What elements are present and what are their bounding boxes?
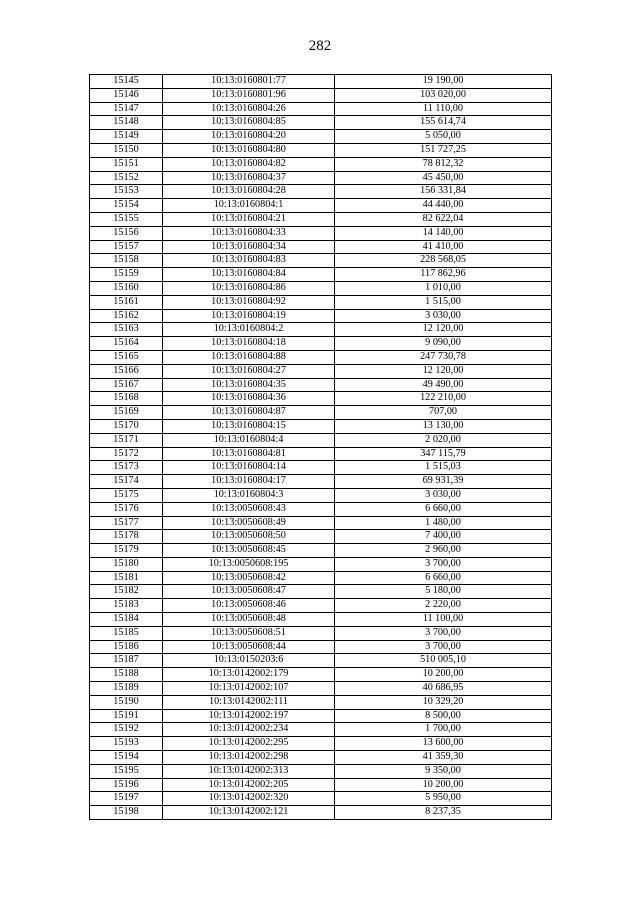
table-row <box>90 130 552 144</box>
table-row <box>90 240 552 254</box>
row-number-cell: 15146 <box>90 88 163 102</box>
table-row <box>90 475 552 489</box>
cadastral-number-cell: 10:13:0050608:46 <box>163 599 335 613</box>
amount-cell: 41 410,00 <box>335 240 552 254</box>
table-row <box>90 392 552 406</box>
amount-cell: 707,00 <box>335 406 552 420</box>
table-row <box>90 571 552 585</box>
row-number-cell: 15152 <box>90 171 163 185</box>
row-number-cell: 15162 <box>90 309 163 323</box>
cadastral-number-cell: 10:13:0160804:84 <box>163 268 335 282</box>
cadastral-number-cell: 10:13:0050608:42 <box>163 571 335 585</box>
row-number-cell: 15150 <box>90 143 163 157</box>
amount-cell: 9 090,00 <box>335 337 552 351</box>
row-number-cell: 15173 <box>90 461 163 475</box>
cadastral-number-cell: 10:13:0142002:107 <box>163 682 335 696</box>
cadastral-number-cell: 10:13:0160804:37 <box>163 171 335 185</box>
cadastral-number-cell: 10:13:0160801:96 <box>163 88 335 102</box>
cadastral-number-cell: 10:13:0142002:320 <box>163 792 335 806</box>
amount-cell: 228 568,05 <box>335 254 552 268</box>
table-row <box>90 806 552 820</box>
table-row <box>90 516 552 530</box>
row-number-cell: 15158 <box>90 254 163 268</box>
table-row <box>90 447 552 461</box>
cadastral-number-cell: 10:13:0160804:1 <box>163 199 335 213</box>
cadastral-number-cell: 10:13:0160804:3 <box>163 488 335 502</box>
row-number-cell: 15169 <box>90 406 163 420</box>
amount-cell: 11 110,00 <box>335 102 552 116</box>
amount-cell: 9 350,00 <box>335 764 552 778</box>
row-number-cell: 15181 <box>90 571 163 585</box>
cadastral-number-cell: 10:13:0160804:85 <box>163 116 335 130</box>
cadastral-number-cell: 10:13:0160804:2 <box>163 323 335 337</box>
cadastral-number-cell: 10:13:0142002:298 <box>163 751 335 765</box>
table-row <box>90 378 552 392</box>
cadastral-number-cell: 10:13:0160804:28 <box>163 185 335 199</box>
amount-cell: 11 100,00 <box>335 613 552 627</box>
row-number-cell: 15194 <box>90 751 163 765</box>
amount-cell: 156 331,84 <box>335 185 552 199</box>
row-number-cell: 15192 <box>90 723 163 737</box>
amount-cell: 3 700,00 <box>335 626 552 640</box>
table-row <box>90 709 552 723</box>
table-row <box>90 668 552 682</box>
amount-cell: 7 400,00 <box>335 530 552 544</box>
row-number-cell: 15160 <box>90 281 163 295</box>
table-row <box>90 116 552 130</box>
row-number-cell: 15148 <box>90 116 163 130</box>
cadastral-number-cell: 10:13:0050608:195 <box>163 557 335 571</box>
table-row <box>90 792 552 806</box>
table-row <box>90 488 552 502</box>
cadastral-number-cell: 10:13:0050608:43 <box>163 502 335 516</box>
amount-cell: 12 120,00 <box>335 364 552 378</box>
table-row <box>90 433 552 447</box>
amount-cell: 5 950,00 <box>335 792 552 806</box>
row-number-cell: 15145 <box>90 75 163 89</box>
cadastral-number-cell: 10:13:0160804:21 <box>163 212 335 226</box>
amount-cell: 5 050,00 <box>335 130 552 144</box>
table-row <box>90 544 552 558</box>
cadastral-number-cell: 10:13:0160804:81 <box>163 447 335 461</box>
table-row <box>90 723 552 737</box>
amount-cell: 247 730,78 <box>335 350 552 364</box>
cadastral-number-cell: 10:13:0160804:83 <box>163 254 335 268</box>
table-row <box>90 654 552 668</box>
row-number-cell: 15175 <box>90 488 163 502</box>
row-number-cell: 15167 <box>90 378 163 392</box>
amount-cell: 155 614,74 <box>335 116 552 130</box>
page-number: 282 <box>308 38 332 54</box>
table-row <box>90 626 552 640</box>
row-number-cell: 15172 <box>90 447 163 461</box>
amount-cell: 3 030,00 <box>335 488 552 502</box>
table-row <box>90 88 552 102</box>
cadastral-number-cell: 10:13:0050608:48 <box>163 613 335 627</box>
cadastral-number-cell: 10:13:0160804:27 <box>163 364 335 378</box>
amount-cell: 2 960,00 <box>335 544 552 558</box>
row-number-cell: 15180 <box>90 557 163 571</box>
cadastral-number-cell: 10:13:0160804:15 <box>163 419 335 433</box>
row-number-cell: 15151 <box>90 157 163 171</box>
cadastral-number-cell: 10:13:0160804:26 <box>163 102 335 116</box>
amount-cell: 6 660,00 <box>335 571 552 585</box>
row-number-cell: 15157 <box>90 240 163 254</box>
row-number-cell: 15185 <box>90 626 163 640</box>
amount-cell: 1 010,00 <box>335 281 552 295</box>
row-number-cell: 15163 <box>90 323 163 337</box>
table-row <box>90 502 552 516</box>
cadastral-number-cell: 10:13:0050608:50 <box>163 530 335 544</box>
row-number-cell: 15179 <box>90 544 163 558</box>
row-number-cell: 15166 <box>90 364 163 378</box>
row-number-cell: 15174 <box>90 475 163 489</box>
cadastral-number-cell: 10:13:0160804:4 <box>163 433 335 447</box>
table-row <box>90 75 552 89</box>
amount-cell: 41 359,30 <box>335 751 552 765</box>
amount-cell: 3 030,00 <box>335 309 552 323</box>
table-row <box>90 102 552 116</box>
amount-cell: 8 237,35 <box>335 806 552 820</box>
table-row <box>90 461 552 475</box>
table-row <box>90 226 552 240</box>
row-number-cell: 15154 <box>90 199 163 213</box>
table-row <box>90 599 552 613</box>
amount-cell: 19 190,00 <box>335 75 552 89</box>
table-row <box>90 295 552 309</box>
cadastral-number-cell: 10:13:0050608:51 <box>163 626 335 640</box>
amount-cell: 1 515,00 <box>335 295 552 309</box>
row-number-cell: 15149 <box>90 130 163 144</box>
amount-cell: 2 020,00 <box>335 433 552 447</box>
table-row <box>90 737 552 751</box>
cadastral-number-cell: 10:13:0142002:295 <box>163 737 335 751</box>
amount-cell: 44 440,00 <box>335 199 552 213</box>
cadastral-number-cell: 10:13:0142002:205 <box>163 778 335 792</box>
table-row <box>90 254 552 268</box>
cadastral-number-cell: 10:13:0160804:86 <box>163 281 335 295</box>
row-number-cell: 15184 <box>90 613 163 627</box>
row-number-cell: 15177 <box>90 516 163 530</box>
amount-cell: 3 700,00 <box>335 557 552 571</box>
row-number-cell: 15182 <box>90 585 163 599</box>
cadastral-number-cell: 10:13:0160804:82 <box>163 157 335 171</box>
amount-cell: 347 115,79 <box>335 447 552 461</box>
cadastral-number-cell: 10:13:0150203:6 <box>163 654 335 668</box>
table-body <box>90 75 552 820</box>
table-row <box>90 695 552 709</box>
row-number-cell: 15171 <box>90 433 163 447</box>
cadastral-number-cell: 10:13:0142002:313 <box>163 764 335 778</box>
cadastral-number-cell: 10:13:0160804:20 <box>163 130 335 144</box>
cadastral-number-cell: 10:13:0160804:36 <box>163 392 335 406</box>
cadastral-number-cell: 10:13:0160804:18 <box>163 337 335 351</box>
table-row <box>90 557 552 571</box>
amount-cell: 6 660,00 <box>335 502 552 516</box>
cadastral-number-cell: 10:13:0160804:87 <box>163 406 335 420</box>
amount-cell: 151 727,25 <box>335 143 552 157</box>
cadastral-number-cell: 10:13:0160801:77 <box>163 75 335 89</box>
table-row <box>90 199 552 213</box>
amount-cell: 103 020,00 <box>335 88 552 102</box>
table-row <box>90 268 552 282</box>
cadastral-number-cell: 10:13:0050608:47 <box>163 585 335 599</box>
data-table <box>89 74 552 820</box>
table-row <box>90 171 552 185</box>
amount-cell: 117 862,96 <box>335 268 552 282</box>
row-number-cell: 15161 <box>90 295 163 309</box>
row-number-cell: 15147 <box>90 102 163 116</box>
row-number-cell: 15198 <box>90 806 163 820</box>
row-number-cell: 15178 <box>90 530 163 544</box>
amount-cell: 1 700,00 <box>335 723 552 737</box>
cadastral-number-cell: 10:13:0160804:80 <box>163 143 335 157</box>
row-number-cell: 15187 <box>90 654 163 668</box>
row-number-cell: 15190 <box>90 695 163 709</box>
amount-cell: 40 686,95 <box>335 682 552 696</box>
row-number-cell: 15164 <box>90 337 163 351</box>
cadastral-number-cell: 10:13:0160804:34 <box>163 240 335 254</box>
cadastral-number-cell: 10:13:0142002:179 <box>163 668 335 682</box>
table-row <box>90 281 552 295</box>
cadastral-number-cell: 10:13:0160804:17 <box>163 475 335 489</box>
table-row <box>90 419 552 433</box>
row-number-cell: 15176 <box>90 502 163 516</box>
row-number-cell: 15170 <box>90 419 163 433</box>
row-number-cell: 15165 <box>90 350 163 364</box>
row-number-cell: 15159 <box>90 268 163 282</box>
row-number-cell: 15189 <box>90 682 163 696</box>
table-row <box>90 212 552 226</box>
amount-cell: 69 931,39 <box>335 475 552 489</box>
amount-cell: 1 480,00 <box>335 516 552 530</box>
table-row <box>90 613 552 627</box>
cadastral-number-cell: 10:13:0142002:197 <box>163 709 335 723</box>
cadastral-number-cell: 10:13:0142002:234 <box>163 723 335 737</box>
amount-cell: 78 812,32 <box>335 157 552 171</box>
amount-cell: 122 210,00 <box>335 392 552 406</box>
amount-cell: 5 180,00 <box>335 585 552 599</box>
table-row <box>90 406 552 420</box>
row-number-cell: 15188 <box>90 668 163 682</box>
table-row <box>90 585 552 599</box>
cadastral-number-cell: 10:13:0160804:19 <box>163 309 335 323</box>
amount-cell: 12 120,00 <box>335 323 552 337</box>
table-row <box>90 337 552 351</box>
table-row <box>90 185 552 199</box>
cadastral-number-cell: 10:13:0050608:45 <box>163 544 335 558</box>
amount-cell: 3 700,00 <box>335 640 552 654</box>
cadastral-number-cell: 10:13:0160804:14 <box>163 461 335 475</box>
amount-cell: 82 622,04 <box>335 212 552 226</box>
row-number-cell: 15153 <box>90 185 163 199</box>
cadastral-number-cell: 10:13:0160804:33 <box>163 226 335 240</box>
row-number-cell: 15197 <box>90 792 163 806</box>
table-row <box>90 530 552 544</box>
table-row <box>90 350 552 364</box>
cadastral-number-cell: 10:13:0160804:92 <box>163 295 335 309</box>
row-number-cell: 15155 <box>90 212 163 226</box>
amount-cell: 45 450,00 <box>335 171 552 185</box>
cadastral-number-cell: 10:13:0142002:121 <box>163 806 335 820</box>
table-row <box>90 143 552 157</box>
table-row <box>90 157 552 171</box>
amount-cell: 510 005,10 <box>335 654 552 668</box>
table-row <box>90 778 552 792</box>
amount-cell: 13 130,00 <box>335 419 552 433</box>
row-number-cell: 15156 <box>90 226 163 240</box>
row-number-cell: 15186 <box>90 640 163 654</box>
table-row <box>90 751 552 765</box>
cadastral-number-cell: 10:13:0050608:44 <box>163 640 335 654</box>
amount-cell: 2 220,00 <box>335 599 552 613</box>
amount-cell: 10 200,00 <box>335 668 552 682</box>
amount-cell: 49 490,00 <box>335 378 552 392</box>
table-row <box>90 323 552 337</box>
amount-cell: 10 329,20 <box>335 695 552 709</box>
amount-cell: 14 140,00 <box>335 226 552 240</box>
table-row <box>90 764 552 778</box>
row-number-cell: 15183 <box>90 599 163 613</box>
cadastral-number-cell: 10:13:0160804:35 <box>163 378 335 392</box>
table-row <box>90 682 552 696</box>
table-row <box>90 364 552 378</box>
table-row <box>90 640 552 654</box>
amount-cell: 10 200,00 <box>335 778 552 792</box>
amount-cell: 13 600,00 <box>335 737 552 751</box>
row-number-cell: 15193 <box>90 737 163 751</box>
amount-cell: 1 515,03 <box>335 461 552 475</box>
cadastral-number-cell: 10:13:0160804:88 <box>163 350 335 364</box>
row-number-cell: 15195 <box>90 764 163 778</box>
cadastral-number-cell: 10:13:0050608:49 <box>163 516 335 530</box>
row-number-cell: 15168 <box>90 392 163 406</box>
cadastral-number-cell: 10:13:0142002:111 <box>163 695 335 709</box>
row-number-cell: 15196 <box>90 778 163 792</box>
amount-cell: 8 500,00 <box>335 709 552 723</box>
row-number-cell: 15191 <box>90 709 163 723</box>
table-row <box>90 309 552 323</box>
